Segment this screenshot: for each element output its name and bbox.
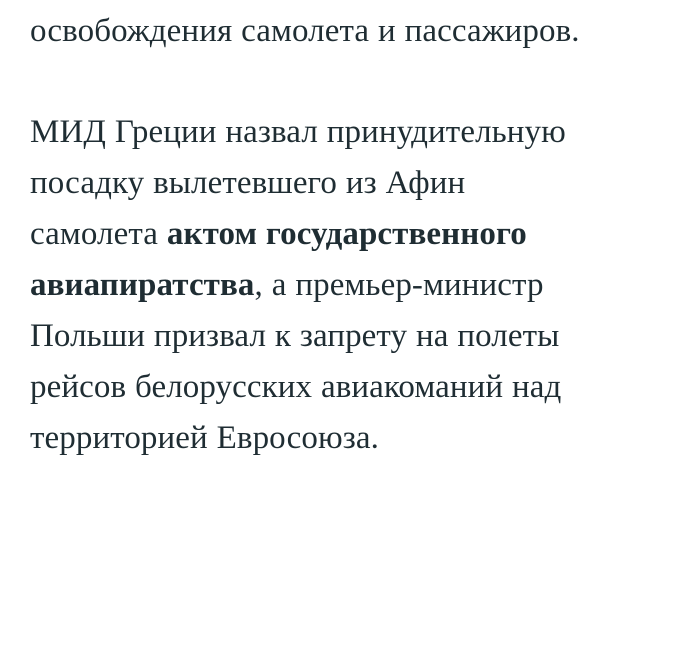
paragraph-2-tail-text: , а премьер-министр Польши призвал к запрету на полеты рейсов белорусских авиакоманий над территорией Евросоюза. bbox=[30, 267, 562, 456]
paragraph-continuation bbox=[30, 0, 600, 57]
paragraph-2-lead-text: МИД Греции назвал принудительную посадку вылетевшего из Афин самолета bbox=[30, 114, 566, 252]
paragraph-greece-statement bbox=[30, 57, 600, 464]
paragraph-1-text: освобождения самолета и пассажиров. bbox=[30, 13, 580, 49]
paragraph-2-bold-phrase: актом государственного авиапиратства bbox=[30, 216, 527, 303]
